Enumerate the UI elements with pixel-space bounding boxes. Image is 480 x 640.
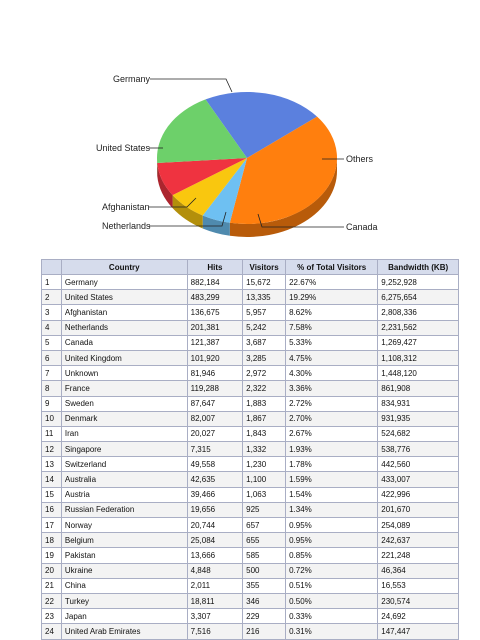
table-row <box>42 533 459 548</box>
cell-bandwidth: 147,447 <box>378 624 459 639</box>
cell-rank: 10 <box>42 411 62 426</box>
cell-hits: 13,666 <box>187 548 243 563</box>
cell-country: Switzerland <box>61 457 187 472</box>
pie-label-others: Others <box>346 154 374 164</box>
cell-country: Germany <box>61 275 187 290</box>
cell-rank: 9 <box>42 396 62 411</box>
cell-bandwidth: 230,574 <box>378 593 459 608</box>
table-row <box>42 426 459 441</box>
cell-rank: 19 <box>42 548 62 563</box>
pie-label-netherlands: Netherlands <box>102 221 151 231</box>
cell-bandwidth: 2,808,336 <box>378 305 459 320</box>
table-row <box>42 411 459 426</box>
cell-rank: 3 <box>42 305 62 320</box>
cell-hits: 20,744 <box>187 518 243 533</box>
cell-country: Ukraine <box>61 563 187 578</box>
cell-rank: 8 <box>42 381 62 396</box>
cell-rank: 6 <box>42 350 62 365</box>
cell-bandwidth: 242,637 <box>378 533 459 548</box>
header-percent-visitors[interactable]: % of Total Visitors <box>286 260 378 275</box>
cell-percent: 8.62% <box>286 305 378 320</box>
cell-visitors: 1,883 <box>243 396 286 411</box>
cell-rank: 14 <box>42 472 62 487</box>
cell-rank: 16 <box>42 502 62 517</box>
cell-visitors: 500 <box>243 563 286 578</box>
cell-hits: 483,299 <box>187 290 243 305</box>
cell-bandwidth: 16,553 <box>378 578 459 593</box>
pie-label-germany: Germany <box>113 74 151 84</box>
cell-visitors: 1,867 <box>243 411 286 426</box>
pie-label-afghanistan: Afghanistan <box>102 202 150 212</box>
cell-country: Netherlands <box>61 320 187 335</box>
cell-percent: 2.67% <box>286 426 378 441</box>
cell-rank: 12 <box>42 442 62 457</box>
cell-percent: 1.54% <box>286 487 378 502</box>
cell-hits: 136,675 <box>187 305 243 320</box>
table-row <box>42 457 459 472</box>
cell-rank: 11 <box>42 426 62 441</box>
cell-rank: 17 <box>42 518 62 533</box>
pie-chart <box>0 0 480 250</box>
cell-percent: 4.30% <box>286 366 378 381</box>
cell-rank: 13 <box>42 457 62 472</box>
cell-bandwidth: 221,248 <box>378 548 459 563</box>
cell-country: Unknown <box>61 366 187 381</box>
cell-visitors: 1,843 <box>243 426 286 441</box>
header-visitors[interactable]: Visitors <box>243 260 286 275</box>
cell-rank: 2 <box>42 290 62 305</box>
cell-percent: 1.34% <box>286 502 378 517</box>
cell-rank: 1 <box>42 275 62 290</box>
cell-rank: 20 <box>42 563 62 578</box>
cell-bandwidth: 2,231,562 <box>378 320 459 335</box>
cell-country: Belgium <box>61 533 187 548</box>
cell-country: Denmark <box>61 411 187 426</box>
table-row <box>42 624 459 639</box>
cell-hits: 25,084 <box>187 533 243 548</box>
cell-country: Singapore <box>61 442 187 457</box>
cell-visitors: 5,957 <box>243 305 286 320</box>
cell-hits: 49,558 <box>187 457 243 472</box>
cell-percent: 19.29% <box>286 290 378 305</box>
cell-percent: 5.33% <box>286 335 378 350</box>
cell-percent: 1.78% <box>286 457 378 472</box>
cell-country: Turkey <box>61 593 187 608</box>
cell-visitors: 655 <box>243 533 286 548</box>
cell-hits: 42,635 <box>187 472 243 487</box>
cell-country: Iran <box>61 426 187 441</box>
table-row <box>42 609 459 624</box>
cell-visitors: 1,100 <box>243 472 286 487</box>
cell-visitors: 3,285 <box>243 350 286 365</box>
cell-bandwidth: 6,275,654 <box>378 290 459 305</box>
header-bandwidth[interactable]: Bandwidth (KB) <box>378 260 459 275</box>
cell-percent: 4.75% <box>286 350 378 365</box>
cell-country: France <box>61 381 187 396</box>
cell-visitors: 355 <box>243 578 286 593</box>
pie-label-canada: Canada <box>346 222 378 232</box>
cell-bandwidth: 861,908 <box>378 381 459 396</box>
cell-hits: 882,184 <box>187 275 243 290</box>
cell-bandwidth: 1,108,312 <box>378 350 459 365</box>
cell-visitors: 585 <box>243 548 286 563</box>
cell-rank: 23 <box>42 609 62 624</box>
cell-hits: 7,315 <box>187 442 243 457</box>
header-country[interactable]: Country <box>61 260 187 275</box>
pie-chart-svg <box>0 0 480 250</box>
cell-bandwidth: 442,560 <box>378 457 459 472</box>
cell-country: China <box>61 578 187 593</box>
table-row <box>42 472 459 487</box>
cell-visitors: 1,063 <box>243 487 286 502</box>
cell-rank: 15 <box>42 487 62 502</box>
cell-bandwidth: 9,252,928 <box>378 275 459 290</box>
cell-visitors: 925 <box>243 502 286 517</box>
cell-bandwidth: 422,996 <box>378 487 459 502</box>
cell-hits: 121,387 <box>187 335 243 350</box>
cell-visitors: 346 <box>243 593 286 608</box>
table-row <box>42 442 459 457</box>
table-row <box>42 487 459 502</box>
cell-rank: 5 <box>42 335 62 350</box>
cell-bandwidth: 524,682 <box>378 426 459 441</box>
cell-bandwidth: 201,670 <box>378 502 459 517</box>
cell-hits: 20,027 <box>187 426 243 441</box>
cell-percent: 0.33% <box>286 609 378 624</box>
table-header-row <box>42 260 459 275</box>
pie-leader-line <box>150 79 232 92</box>
cell-bandwidth: 24,692 <box>378 609 459 624</box>
cell-rank: 7 <box>42 366 62 381</box>
cell-visitors: 2,972 <box>243 366 286 381</box>
cell-rank: 21 <box>42 578 62 593</box>
cell-visitors: 15,672 <box>243 275 286 290</box>
cell-hits: 18,811 <box>187 593 243 608</box>
cell-hits: 2,011 <box>187 578 243 593</box>
table-row <box>42 593 459 608</box>
table-row <box>42 563 459 578</box>
cell-percent: 1.93% <box>286 442 378 457</box>
cell-hits: 4,848 <box>187 563 243 578</box>
cell-percent: 0.95% <box>286 518 378 533</box>
cell-bandwidth: 433,007 <box>378 472 459 487</box>
table-row <box>42 502 459 517</box>
cell-percent: 2.70% <box>286 411 378 426</box>
cell-hits: 7,516 <box>187 624 243 639</box>
table-row <box>42 290 459 305</box>
country-stats-table <box>41 259 459 640</box>
pie-label-united-states: United States <box>96 143 151 153</box>
cell-percent: 0.85% <box>286 548 378 563</box>
cell-country: Pakistan <box>61 548 187 563</box>
cell-country: United Arab Emirates <box>61 624 187 639</box>
cell-visitors: 229 <box>243 609 286 624</box>
cell-country: Sweden <box>61 396 187 411</box>
cell-percent: 2.72% <box>286 396 378 411</box>
cell-percent: 0.50% <box>286 593 378 608</box>
table-row <box>42 381 459 396</box>
cell-bandwidth: 254,089 <box>378 518 459 533</box>
cell-visitors: 1,332 <box>243 442 286 457</box>
cell-percent: 0.72% <box>286 563 378 578</box>
cell-hits: 201,381 <box>187 320 243 335</box>
cell-percent: 3.36% <box>286 381 378 396</box>
cell-country: Afghanistan <box>61 305 187 320</box>
table-row <box>42 578 459 593</box>
cell-percent: 0.51% <box>286 578 378 593</box>
cell-visitors: 216 <box>243 624 286 639</box>
cell-rank: 24 <box>42 624 62 639</box>
cell-hits: 87,647 <box>187 396 243 411</box>
cell-bandwidth: 931,935 <box>378 411 459 426</box>
cell-visitors: 2,322 <box>243 381 286 396</box>
cell-rank: 22 <box>42 593 62 608</box>
cell-country: Canada <box>61 335 187 350</box>
cell-rank: 18 <box>42 533 62 548</box>
cell-bandwidth: 46,364 <box>378 563 459 578</box>
cell-percent: 0.95% <box>286 533 378 548</box>
cell-hits: 82,007 <box>187 411 243 426</box>
cell-rank: 4 <box>42 320 62 335</box>
header-rank[interactable] <box>42 260 62 275</box>
cell-bandwidth: 1,448,120 <box>378 366 459 381</box>
cell-bandwidth: 1,269,427 <box>378 335 459 350</box>
table-row <box>42 275 459 290</box>
cell-country: United Kingdom <box>61 350 187 365</box>
table-row <box>42 366 459 381</box>
table-row <box>42 548 459 563</box>
cell-percent: 7.58% <box>286 320 378 335</box>
cell-visitors: 13,335 <box>243 290 286 305</box>
cell-hits: 19,656 <box>187 502 243 517</box>
header-hits[interactable]: Hits <box>187 260 243 275</box>
cell-hits: 119,288 <box>187 381 243 396</box>
cell-country: Norway <box>61 518 187 533</box>
cell-visitors: 5,242 <box>243 320 286 335</box>
table-row <box>42 305 459 320</box>
cell-bandwidth: 538,776 <box>378 442 459 457</box>
table-row <box>42 396 459 411</box>
table-body <box>42 275 459 640</box>
cell-bandwidth: 834,931 <box>378 396 459 411</box>
cell-country: Australia <box>61 472 187 487</box>
table-row <box>42 335 459 350</box>
cell-hits: 101,920 <box>187 350 243 365</box>
table-row <box>42 320 459 335</box>
cell-percent: 0.31% <box>286 624 378 639</box>
cell-country: United States <box>61 290 187 305</box>
cell-hits: 39,466 <box>187 487 243 502</box>
cell-country: Austria <box>61 487 187 502</box>
cell-country: Japan <box>61 609 187 624</box>
cell-hits: 3,307 <box>187 609 243 624</box>
cell-hits: 81,946 <box>187 366 243 381</box>
cell-percent: 22.67% <box>286 275 378 290</box>
cell-percent: 1.59% <box>286 472 378 487</box>
table-row <box>42 350 459 365</box>
cell-country: Russian Federation <box>61 502 187 517</box>
table-row <box>42 518 459 533</box>
cell-visitors: 657 <box>243 518 286 533</box>
cell-visitors: 3,687 <box>243 335 286 350</box>
cell-visitors: 1,230 <box>243 457 286 472</box>
